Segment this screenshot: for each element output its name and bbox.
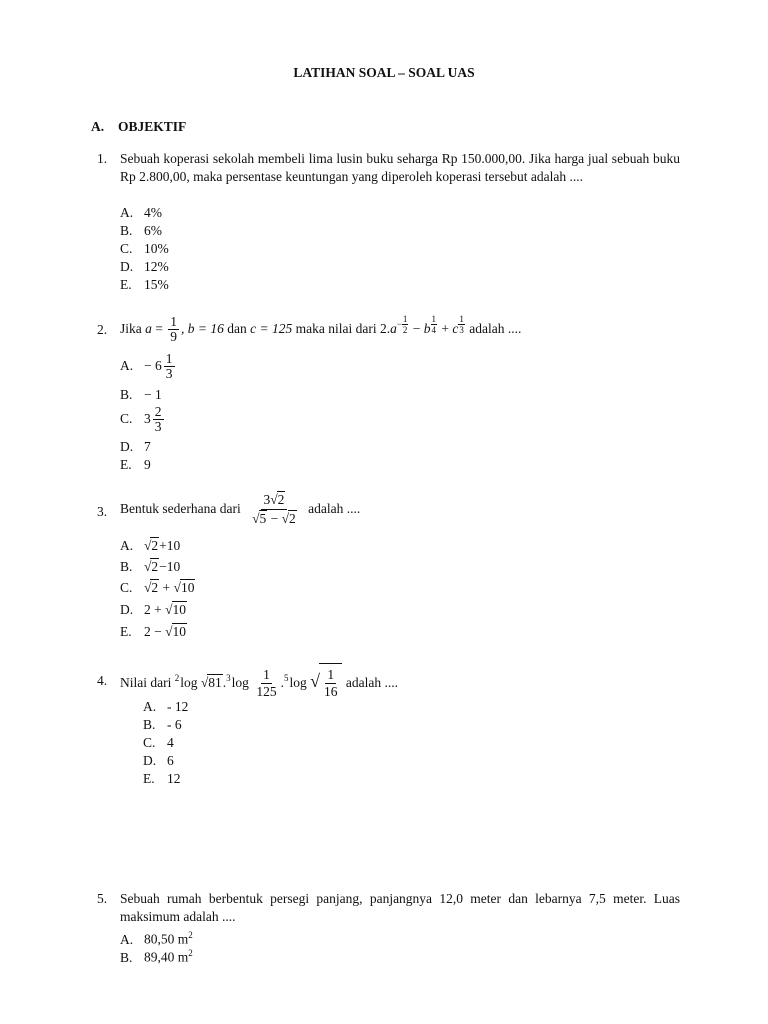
section-label: A. [91,119,105,134]
exponent-sign: − [396,319,402,329]
question-3-option-e [120,623,187,641]
fraction-numerator [261,491,287,510]
question-2-number: 2. [97,322,108,337]
page-title: LATIHAN SOAL – SOAL UAS [293,65,475,80]
option-text: 7 [144,439,151,454]
option-label: E. [143,771,155,786]
question-4-number: 4. [97,673,108,688]
var-a-power: a [390,321,397,336]
inner-fraction [322,667,340,700]
log-base: 2 [174,673,180,683]
question-1-number: 1. [97,151,108,166]
radicand: 10 [172,624,187,639]
question-4-option-a [143,698,188,716]
option-label: E. [120,624,132,639]
question-2-option-a [120,352,177,381]
question-2-middle: maka nilai dari 2. [295,321,391,336]
option-text: 89,40 m [144,949,189,965]
radicand: 5 [259,511,267,527]
radicand: 10 [180,580,195,595]
option-label: B. [120,949,133,965]
question-2-intro: Jika [120,321,142,336]
question-2-stem [120,313,521,346]
section-heading [91,118,186,136]
option-label: B. [143,717,156,732]
mixed-whole: − 6 [144,358,162,373]
plus-sign: + [162,580,171,595]
option-prefix: 2 + [144,602,162,617]
question-2-option-c [120,405,166,434]
log-word: log [231,675,249,690]
question-3-option-b [120,558,180,576]
question-5-option-b [120,944,193,967]
option-label: A. [120,358,134,373]
question-1-text: Sebuah koperasi sekolah membeli lima lusin buku seharga Rp 150.000,00. Jika harga jual sebuah buku Rp 2.800,00, maka persentase keuntungan yang diperoleh koperasi tersebut adalah .... [120,151,680,184]
sqrt-term [144,537,159,555]
option-text: 80,50 m [144,931,189,947]
option-text: 12 [167,771,181,786]
sqrt-icon: √ [165,602,173,617]
log-base: 3 [226,673,231,683]
dot-separator: . [222,675,227,690]
option-text: - 12 [167,699,189,714]
radicand: 2 [277,492,285,508]
question-4-option-e [143,770,181,788]
question-4-intro: Nilai dari [120,675,172,690]
question-3-end: adalah .... [308,501,361,516]
option-text: 15% [144,277,169,292]
option-prefix: 2 − [144,624,162,639]
question-2-option-d [120,438,151,456]
option-text: − 1 [144,387,162,402]
sqrt-icon: √ [144,538,152,553]
sqrt-fraction-term [310,662,342,702]
option-label: D. [120,602,134,617]
question-4-option-d [143,752,174,770]
option-text: 12% [144,259,169,274]
question-1-option-c [120,240,169,258]
option-superscript: 2 [188,948,193,958]
question-1-option-e [120,276,169,294]
radicand: 10 [172,602,187,617]
c-assignment: c = 125 [250,321,293,336]
sqrt-icon: √ [165,624,173,639]
fraction-numerator: 2 [154,404,162,420]
option-label: C. [143,735,156,750]
exponent-numerator: 1 [402,314,408,325]
section-title: OBJEKTIF [118,119,187,134]
radicand: 81 [208,675,222,690]
exponent-fraction [458,314,465,335]
option-text: 4% [144,205,162,220]
exponent-denominator: 3 [459,325,464,336]
sqrt-term [282,510,297,528]
minus-sign: − [270,511,279,527]
mixed-fraction [164,352,175,381]
exponent-fraction [431,314,438,335]
option-label: A. [120,205,134,220]
var-c-power: c [452,321,459,336]
sqrt-term [165,601,187,619]
sqrt-term [165,623,187,641]
option-rest: −10 [159,559,181,574]
question-5-number: 5. [97,891,108,906]
sqrt-term [174,579,196,597]
radicand: 2 [151,580,159,595]
log-base: 5 [283,673,289,683]
fraction-denominator: 3 [154,419,162,435]
option-text: 10% [144,241,169,256]
option-text: 6% [144,223,162,238]
exponent-numerator: 1 [459,314,464,325]
sqrt-icon: √ [144,580,152,595]
exponent-numerator: 1 [431,314,437,325]
question-4-stem [120,662,398,703]
question-2-end: adalah .... [469,321,522,336]
radicand: 2 [151,538,159,553]
var-b-power: b [423,321,431,336]
question-3-stem [120,489,360,529]
sqrt-icon: √ [173,580,181,595]
b-assignment: , b = 16 [181,321,224,336]
sqrt-icon: √ [270,492,278,508]
fraction-denominator [250,510,299,528]
option-text: 4 [167,735,174,750]
question-3-number: 3. [97,504,108,519]
question-2-option-e [120,456,151,474]
option-text: 9 [144,457,151,472]
fraction-numerator: 1 [327,667,335,683]
exponent-c [458,314,465,336]
option-label: B. [120,559,133,574]
question-3-option-a [120,537,180,555]
log-fraction [254,667,278,700]
question-1-option-d [120,258,169,276]
exponent-denominator: 4 [431,325,437,336]
fraction-denominator: 16 [323,684,338,700]
question-3-option-c [120,579,195,597]
conjunction-dan: dan [227,321,247,336]
question-3-intro: Bentuk sederhana dari [120,501,241,516]
exponent-denominator: 2 [402,325,408,336]
question-2-option-b [120,386,162,404]
plus-sign: + [441,321,450,336]
exponent-fraction [402,314,409,335]
fraction-denominator: 125 [256,684,277,700]
mixed-fraction [153,405,164,434]
option-text: - 6 [167,717,182,732]
option-label: C. [120,241,133,256]
radicand: 2 [289,511,296,527]
equals-sign: = [155,321,163,336]
option-label: D. [120,439,134,454]
fraction-denominator: 9 [170,329,177,345]
option-label: D. [143,753,157,768]
sqrt-icon: √ [310,671,320,691]
sqrt-term [270,491,285,509]
option-superscript: 2 [188,930,193,940]
mixed-whole: 3 [144,411,151,426]
dot-separator: . [280,675,284,690]
sqrt-icon: √ [281,511,290,527]
exponent-a [396,314,409,336]
fraction-a [168,315,179,344]
log-word: log [289,675,307,690]
question-4-option-b [143,716,182,734]
sqrt-term [252,510,267,528]
question-1-option-a [120,204,162,222]
sqrt-icon: √ [200,675,209,690]
option-label: C. [120,580,133,595]
minus-sign: − [412,321,421,336]
sqrt-term [144,558,159,576]
coefficient: 3 [263,492,271,508]
exponent-b [431,314,438,336]
radicand: 2 [151,559,159,574]
option-label: A. [120,538,134,553]
question-4-end: adalah .... [345,675,398,690]
fraction-numerator: 1 [165,351,173,367]
sqrt-icon: √ [252,511,260,527]
option-label: A. [120,931,134,947]
option-text: 6 [167,753,174,768]
log-word: log [180,675,198,690]
radical-fraction [250,491,299,528]
question-5-text: Sebuah rumah berbentuk persegi panjang, panjangnya 12,0 meter dan lebarnya 7,5 meter. Luas maksimum adalah .... [120,891,680,924]
sqrt-term [144,579,159,597]
sqrt-term [201,664,223,702]
option-label: A. [143,699,157,714]
option-label: B. [120,223,133,238]
var-a: a [145,321,152,336]
option-label: D. [120,259,134,274]
sqrt-icon: √ [144,559,152,574]
option-label: E. [120,457,132,472]
question-4-option-c [143,734,174,752]
option-label: C. [120,411,133,426]
option-label: E. [120,277,132,292]
option-rest: +10 [159,538,181,553]
radicand [319,663,343,702]
option-label: B. [120,387,133,402]
fraction-numerator: 1 [263,667,270,683]
question-3-option-d [120,601,187,619]
fraction-numerator: 1 [170,314,177,330]
fraction-denominator: 3 [165,366,173,382]
question-1-option-b [120,222,162,240]
